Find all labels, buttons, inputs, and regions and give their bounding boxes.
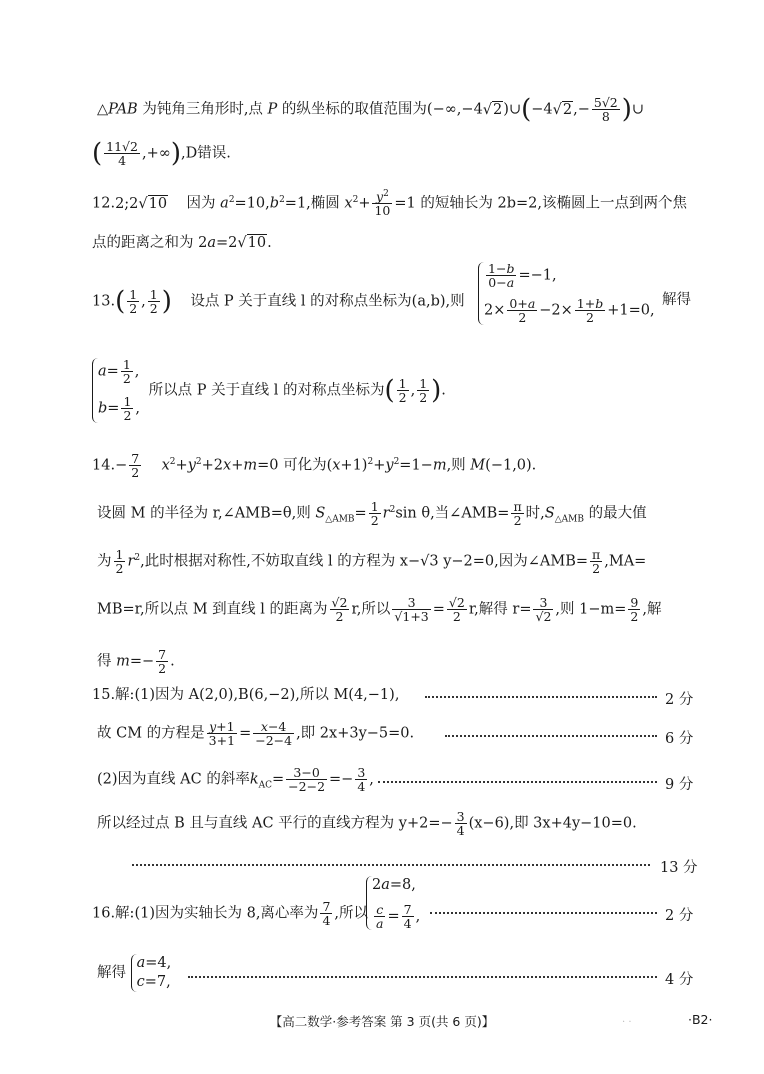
q14-line-4: MB=r,所以点 M 到直线 l 的距离为 $\frac{√2}{2}$ r,所以 $\frac{3}{√1+3}$ = $\frac{√2}{2}$ r,解得 r= $\frac{3}{√2}$ ,则 1−m= $\frac{9}{2}$ ,解 [97, 595, 662, 625]
intro-line-2-text: ,D错误. [180, 145, 231, 162]
q15-line-2b: ,即 2x+3y−5=0. [296, 725, 415, 742]
q16-result-brace: a=4, c=7, [131, 954, 172, 992]
q13-result-brace: a= $\frac{1}{2}$ , b= $\frac{1}{2}$ , [92, 358, 140, 423]
footer-mark: . . [622, 1014, 632, 1025]
q15-score-4: 13 分 [660, 860, 698, 876]
q15-dots-1 [425, 696, 657, 698]
q13-solve: 解得 [662, 292, 691, 308]
q15-line-4b: (x−6),即 3x+4y−10=0. [468, 815, 637, 832]
q12-text-2: 的短轴长为 2b=2,该椭圆上一点到两个焦 [420, 195, 687, 212]
q13-number: 13. [92, 293, 116, 310]
q15-line-2a: 故 CM 的方程是 [97, 725, 205, 742]
q15-score-1: 2 分 [665, 692, 694, 708]
q14-line-4c: r,解得 r= [468, 601, 532, 618]
page-code: ·B2· [688, 1012, 713, 1027]
q16-dots-1 [430, 912, 657, 914]
page-footer: 【高二数学·参考答案 第 3 页(共 6 页)】 [269, 1014, 495, 1029]
q12-number: 12. [92, 195, 116, 212]
q15-line-3a: (2)因为直线 AC 的斜率 [97, 771, 250, 788]
intro-line-2: ( $\frac{11√2}{4}$ ,+∞),D错误. [92, 138, 231, 169]
q13-line-1: 13.( $\frac{1}{2}$ , $\frac{1}{2}$ ) 设点 P 关于直线 l 的对称点坐标为(a,b),则 [92, 286, 465, 317]
q15-score-2: 6 分 [665, 731, 694, 747]
q16-dots-2 [188, 976, 657, 978]
q13-brace: $\frac{1-b}{0-a}$ =−1, 2× $\frac{0+a}{2}$ −2× $\frac{1+b}{2}$ +1=0, [478, 262, 655, 325]
q14-line-2a: 设圆 M 的半径为 r,∠AMB=θ,则 [97, 505, 311, 522]
q14-number: 14. [92, 457, 116, 474]
q14-line-4b: r,所以 [351, 601, 391, 618]
q16-score-2: 4 分 [665, 972, 694, 988]
q12-line-2: 点的距离之和为 2a=2√10. [92, 235, 272, 251]
intro-line-1: △PAB 为钝角三角形时,点 P 的纵坐标的取值范围为(−∞,−4√2)∪(−4√2,− $\frac{5√2}{8}$ )∪ [97, 94, 645, 125]
q14-line-5: 得 m=− $\frac{7}{2}$ . [97, 647, 175, 677]
q12-answer: 2;2√10 [115, 195, 168, 212]
q14-line-2b: sin θ,当∠AMB= [395, 505, 510, 522]
q14-line-2d: 的最大值 [588, 505, 647, 522]
q14-line-2: 设圆 M 的半径为 r,∠AMB=θ,则 $S_{\triangle AMB}=$ $\frac{1}{2}$ $r^2\sin$ θ,当∠AMB= $\frac{\pi}{2}$ 时$,S_{\triangle AMB}$ 的最大值 [97, 499, 647, 529]
q14-line-4a: MB=r,所以点 M 到直线 l 的距离为 [97, 601, 328, 618]
q15-line-3: (2)因为直线 AC 的斜率$k_{AC}=$ $\frac{3-0}{-2-2}$ =− $\frac{3}{4}$ , [97, 765, 374, 795]
q16-line-2-text: 解得 [97, 964, 126, 981]
q16-line-1: 16.解:(1)因为实轴长为 8,离心率为 $\frac{7}{4}$ ,所以 [92, 899, 368, 929]
q15-dots-2 [445, 735, 657, 737]
q16-line-2 [97, 954, 175, 992]
q16-score-1: 2 分 [665, 908, 694, 924]
q13-text-1: 设点 P 关于直线 l 的对称点坐标为(a,b),则 [190, 293, 465, 310]
q14-line-3: 为 $\frac{1}{2}$ $r^2$,此时根据对称性,不妨取直线 l 的方程为 x−√3 y−2=0,因为∠AMB= $\frac{\pi}{2}$ ,MA= [97, 547, 647, 577]
q15-line-2: 故 CM 的方程是 $\frac{y+1}{3+1}$ = $\frac{x-4}{-2-4}$ ,即 2x+3y−5=0. [97, 719, 415, 749]
q14-line-3b: ,此时根据对称性,不妨取直线 l 的方程为 x−√3 y−2=0,因为∠AMB= [140, 553, 589, 570]
q12-line-1: 12.2;2√10 因为 $a^2=10,b^2=1$,椭圆 $x^2+$ $\frac{y^2}{10}$ =1 的短轴长为 2b=2,该椭圆上一点到两个焦 [92, 189, 687, 219]
q14-line-1: 14.− $\frac{7}{2}$ $x^2+y^2+2x+m=0$ 可化为$(x+1)^2+y^2=1-m$,则 M(−1,0). [92, 451, 537, 481]
q15-dots-3 [378, 781, 657, 783]
q13-system-1 [478, 262, 659, 325]
q13-text-2: 所以点 P 关于直线 l 的对称点坐标为 [148, 382, 385, 399]
q16-brace: 2a=8, $\frac{c}{a}$ = $\frac{7}{4}$ , [366, 876, 420, 930]
q16-line-1b: ,所以 [334, 905, 368, 922]
q15-score-3: 9 分 [665, 777, 694, 793]
q16-line-1a: 16.解:(1)因为实轴长为 8,离心率为 [92, 905, 319, 922]
q15-line-4: 所以经过点 B 且与直线 AC 平行的直线方程为 y+2=− $\frac{3}{4}$ (x−6),即 3x+4y−10=0. [97, 809, 637, 839]
q14-line-2c: 时, [525, 505, 545, 522]
q16-system [366, 876, 424, 930]
q14-line-3c: ,MA= [604, 553, 647, 570]
q14-line-4d: ,则 1−m= [555, 601, 627, 618]
q14-line-4e: ,解 [642, 601, 662, 618]
q15-line-1: 15.解:(1)因为 A(2,0),B(6,−2),所以 M(4,−1), [92, 687, 400, 703]
q15-line-4a: 所以经过点 B 且与直线 AC 平行的直线方程为 y+2= [97, 815, 441, 832]
q15-dots-4 [132, 864, 650, 866]
q13-line-2: a= $\frac{1}{2}$ , b= $\frac{1}{2}$ , 所以点 P 关于直线 l 的对称点坐标为( $\frac{1}{2}$ , $\frac{1}{2}$ ). [92, 358, 446, 423]
q14-line-3a: 为 [97, 553, 112, 570]
